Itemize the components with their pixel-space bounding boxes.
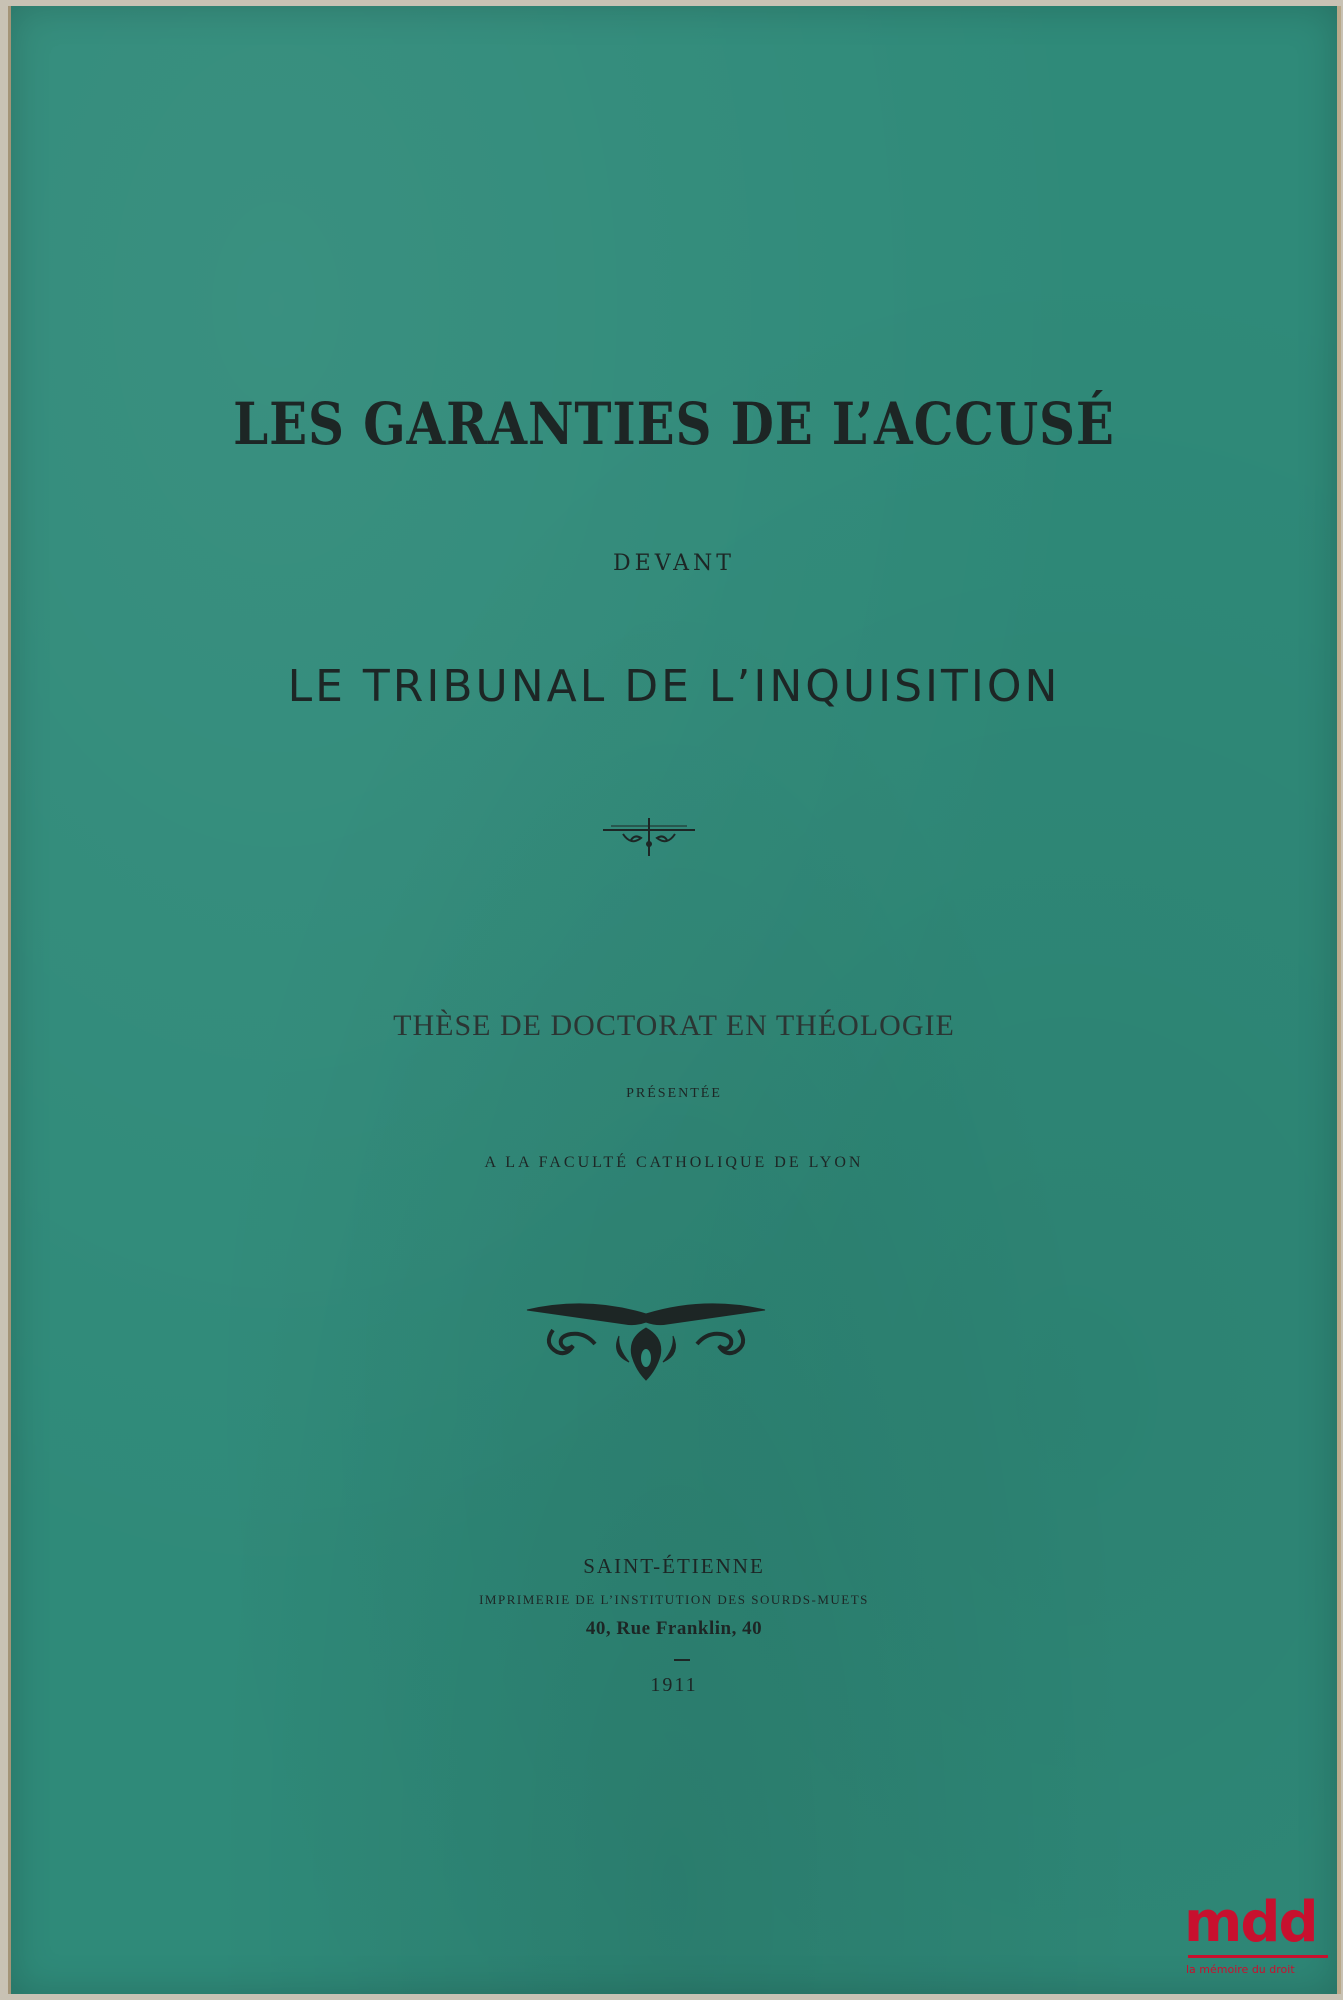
book-cover: [8, 6, 1341, 1994]
mdd-logo-tagline: la mémoire du droit: [1186, 1963, 1295, 1976]
floral-ornament-icon: [523, 1298, 769, 1390]
mdd-logo-letters: mdd: [1184, 1890, 1317, 1955]
title-connector: DEVANT: [613, 551, 735, 576]
imprint-rule: [674, 1659, 690, 1661]
faculty-line: A LA FACULTÉ CATHOLIQUE DE LYON: [484, 1154, 864, 1171]
book-subtitle: LE TRIBUNAL DE L’INQUISITION: [287, 661, 1061, 712]
imprint-year: 1911: [650, 1674, 698, 1696]
presented-line: PRÉSENTÉE: [626, 1086, 722, 1101]
imprint-printer: IMPRIMERIE DE L’INSTITUTION DES SOURDS-MUETS: [479, 1592, 869, 1607]
thesis-line: THÈSE DE DOCTORAT EN THÉOLOGIE: [393, 1009, 955, 1042]
small-ornament-icon: [601, 814, 697, 860]
mdd-logo: [1184, 1890, 1338, 1995]
mdd-logo-bar: [1188, 1955, 1328, 1958]
imprint-city: SAINT-ÉTIENNE: [583, 1554, 765, 1578]
book-title: LES GARANTIES DE L’ACCUSÉ: [233, 390, 1115, 458]
imprint-address: 40, Rue Franklin, 40: [585, 1618, 763, 1639]
